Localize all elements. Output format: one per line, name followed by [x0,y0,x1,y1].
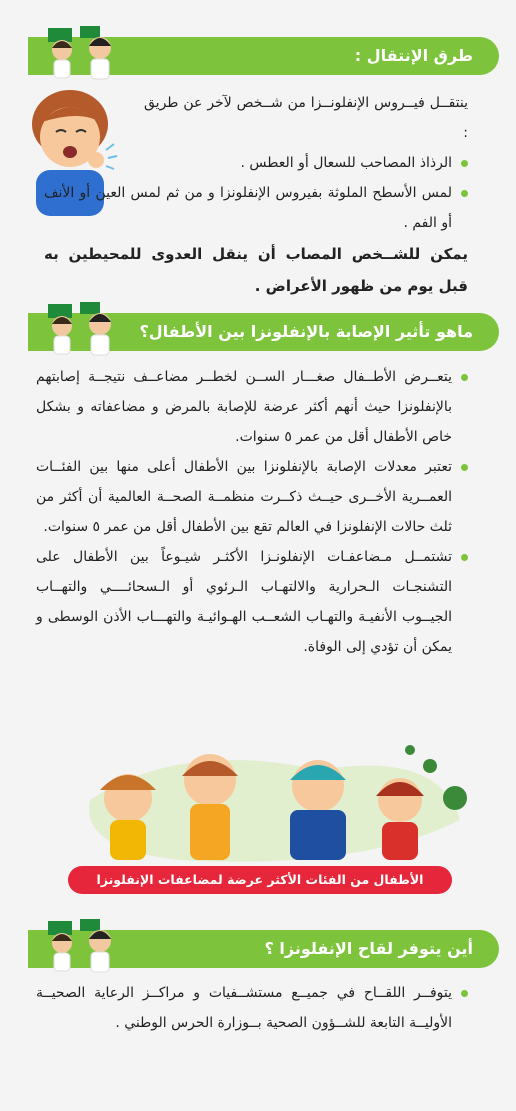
list-item: تشتمــل مـضاعفـات الإنفلونـزا الأكثـر شيـوعاً بين الأطفال على التشنجـات الـحرارية والالتهـاب الـرئوي أو الـسحائــــي والتهــاب الجيــوب الأنفيـة والتهـاب الشعــب الهـوائيـة والتهـــاب الأذن الوسطى و يمكن أن تؤدي إلى الوفاة. [36,542,468,662]
section-header-vaccine-availability: أين يتوفر لقاح الإنفلونزا ؟ [28,930,499,968]
section1-intro: ينتقــل فيــروس الإنفلونــزا من شــخص لآخر عن طريق : [144,95,468,141]
list-item: تعتبر معدلات الإصابة بالإنفلونزا بين الأطفال أعلى منها بين الفئــات العمــرية الأخــرى حيــث ذكــرت منظمــة الصحــة العالمية أن أكثر من ثلث حالات الإنفلونزا في العالم تقع بين الأطفال أقل من عمر ٥ سنوات. [36,452,468,542]
list-item: لمس الأسطح الملوثة بفيروس الإنفلونزا و من ثم لمس العين أو الأنف أو الفم . [44,178,468,238]
section2-body [36,362,468,662]
list-item: الرذاذ المصاحب للسعال أو العطس . [44,148,468,178]
children-illustration [60,730,480,880]
list-item: يتعــرض الأطــفال صغـــار الســن لخطــر مضاعــف نتيجــة إصابتهم بالإنفلونزا حيث أنهم أكثر عرضة للإصابة بالمرض و مضاعفاته و بشكل خاص الأطفال أقل من عمر ٥ سنوات. [36,362,468,452]
section-header-transmission: طرق الإنتقال : [28,37,499,75]
list-item: يتوفــر اللقــاح في جميــع مستشــفيات و مراكــز الرعاية الصحيــة الأوليــة التابعة للشــؤون الصحية بــوزارة الحرس الوطني . [36,978,468,1038]
section-header-children-impact: ماهو تأثير الإصابة بالإنفلونزا بين الأطفال؟ [28,313,499,351]
section3-body [36,978,468,1038]
section1-note: يمكن للشــخص المصاب أن ينقل العدوى للمحيطين به قبل يوم من ظهور الأعراض . [44,245,468,295]
kids-flag-icon [40,915,132,975]
kids-flag-icon [40,22,132,82]
section1-body [44,88,468,302]
illustration-caption: الأطفال من الفئات الأكثر عرضة لمضاعفات الإنفلونزا [68,866,452,894]
kids-flag-icon [40,298,132,358]
